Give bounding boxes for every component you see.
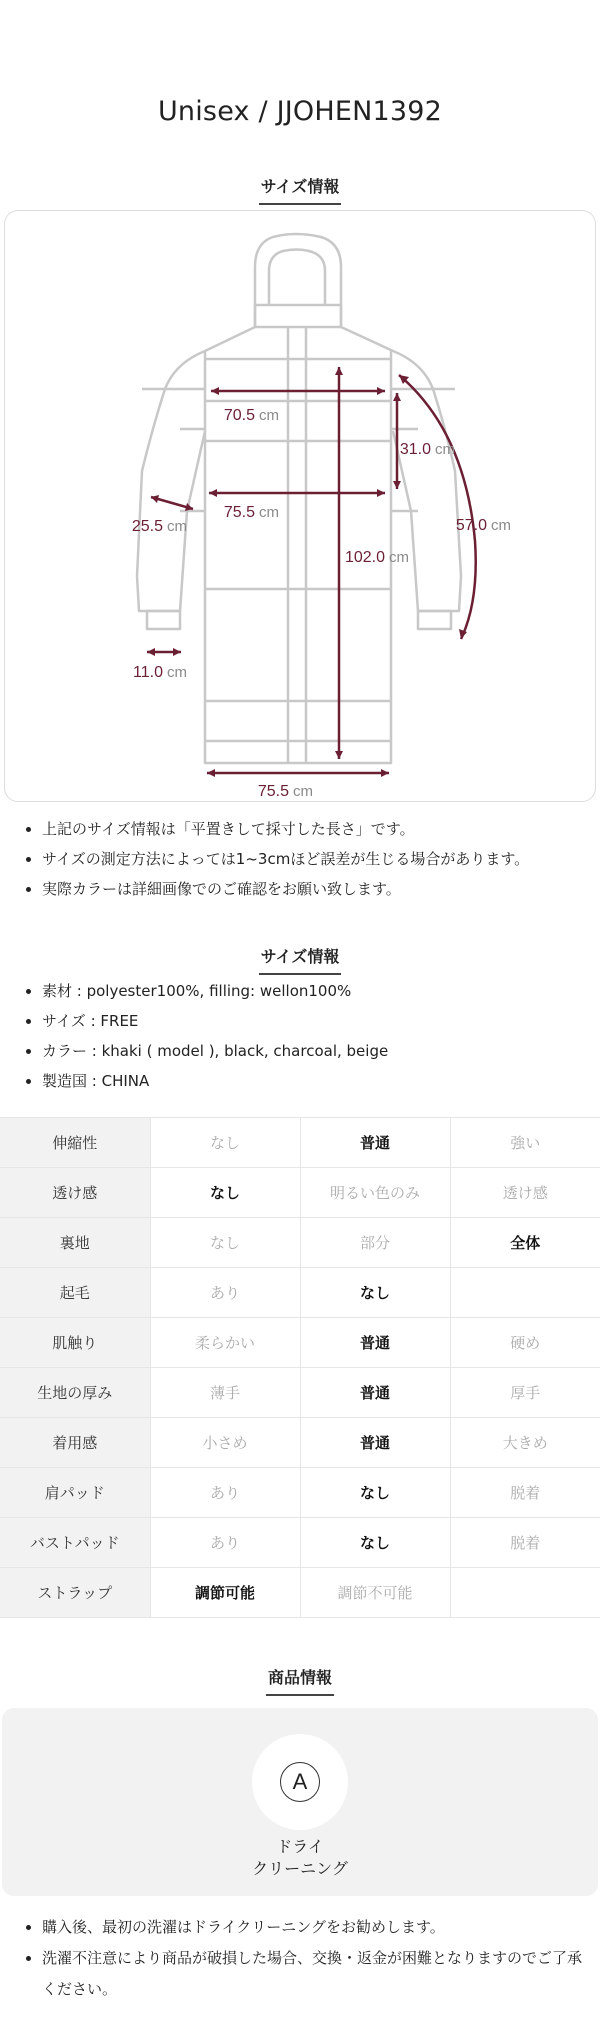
chest-unit: cm [259,504,279,521]
dry-clean-icon: A [280,1762,320,1802]
material-item: 素材 : polyester100%, filling: wellon100% [20,976,590,1006]
size-info-heading [0,174,600,205]
fabric-option: あり [150,1518,300,1568]
hem-unit: cm [293,783,313,800]
fabric-attribute-label: ストラップ [0,1568,150,1618]
product-title: Unisex / JJOHEN1392 [157,96,443,127]
fabric-option: 調節不可能 [300,1568,450,1618]
armhole-unit: cm [435,441,455,458]
fabric-option-selected: 普通 [300,1118,450,1168]
shoulder-unit: cm [259,407,279,424]
fabric-option: 明るい色のみ [300,1168,450,1218]
cuff-unit: cm [167,664,187,681]
fabric-option: なし [150,1218,300,1268]
fabric-option: 硬め [450,1318,600,1368]
fabric-option: 大きめ [450,1418,600,1468]
fabric-row [0,1368,600,1418]
fabric-attribute-label: バストパッド [0,1518,150,1568]
fabric-attribute-label: 着用感 [0,1418,150,1468]
fabric-option: 部分 [300,1218,450,1268]
fabric-attribute-label: 起毛 [0,1268,150,1318]
fabric-option: あり [150,1268,300,1318]
fabric-row [0,1468,600,1518]
fabric-attributes-table [0,1117,600,1618]
fabric-option: あり [150,1468,300,1518]
fabric-row [0,1218,600,1268]
size-note: 実際カラーは詳細画像でのご確認をお願い致します。 [20,874,590,904]
fabric-attribute-label: 透け感 [0,1168,150,1218]
fabric-option-selected: 普通 [300,1318,450,1368]
fabric-option-selected: 全体 [450,1218,600,1268]
size-note: 上記のサイズ情報は「平置きして採寸した長さ」です。 [20,814,590,844]
fabric-option: 透け感 [450,1168,600,1218]
care-icon-circle [252,1734,348,1830]
care-label-line2: クリーニング [252,1859,348,1878]
fabric-option: 薄手 [150,1368,300,1418]
fabric-attribute-label: 生地の厚み [0,1368,150,1418]
size-item: サイズ : FREE [20,1006,590,1036]
fabric-option: 脱着 [450,1518,600,1568]
origin-item: 製造国 : CHINA [20,1066,590,1096]
fabric-option-selected: なし [150,1168,300,1218]
coat-outline [137,234,461,763]
fabric-attribute-label: 伸縮性 [0,1118,150,1168]
hem-value: 75.5 [257,783,289,800]
fabric-option: なし [150,1118,300,1168]
size-diagram-card [4,210,596,802]
care-label-line1: ドライ [276,1837,324,1856]
armhole-value: 31.0 [399,441,431,458]
fabric-row [0,1518,600,1568]
fabric-option: 脱着 [450,1468,600,1518]
sleeve-width-value: 25.5 [131,518,163,535]
sleeve-unit: cm [491,517,511,534]
length-value: 102.0 [344,549,385,566]
fabric-option: 柔らかい [150,1318,300,1368]
product-info-heading [0,1665,600,1696]
fabric-option-selected: 調節可能 [150,1568,300,1618]
fabric-row [0,1118,600,1168]
fabric-option-selected: 普通 [300,1418,450,1468]
detail-info-heading [0,944,600,975]
product-info-heading-text: 商品情報 [266,1665,334,1696]
fabric-option-selected: なし [300,1268,450,1318]
care-card [2,1708,598,1896]
fabric-row [0,1318,600,1368]
fabric-attribute-label: 裏地 [0,1218,150,1268]
shoulder-value: 70.5 [223,407,255,424]
fabric-option: 小さめ [150,1418,300,1468]
fabric-option: 強い [450,1118,600,1168]
fabric-option: 厚手 [450,1368,600,1418]
care-note: 購入後、最初の洗濯はドライクリーニングをお勧めします。 [20,1912,590,1943]
fabric-option-selected: 普通 [300,1368,450,1418]
care-note: 洗濯不注意により商品が破損した場合、交換・返金が困難となりますのでご了承ください。 [20,1943,590,2005]
fabric-row [0,1268,600,1318]
fabric-option-selected: なし [300,1518,450,1568]
cuff-value: 11.0 [133,664,163,681]
detail-list [20,976,590,1096]
size-note: サイズの測定方法によっては1~3cmほど誤差が生じる場合があります。 [20,844,590,874]
care-notes-list [20,1912,590,2005]
sleeve-width-unit: cm [167,518,187,535]
fabric-option-selected: なし [300,1468,450,1518]
length-unit: cm [389,549,409,566]
fabric-row [0,1568,600,1618]
size-info-heading-text: サイズ情報 [259,174,342,205]
chest-value: 75.5 [223,504,255,521]
fabric-option [450,1568,600,1618]
fabric-attribute-label: 肌触り [0,1318,150,1368]
fabric-attribute-label: 肩パッド [0,1468,150,1518]
care-label [2,1836,598,1880]
sleeve-value: 57.0 [455,517,487,534]
fabric-row [0,1168,600,1218]
detail-info-heading-text: サイズ情報 [259,944,342,975]
size-notes-list [20,814,590,904]
fabric-row [0,1418,600,1468]
fabric-option [450,1268,600,1318]
color-item: カラー : khaki ( model ), black, charcoal, beige [20,1036,590,1066]
coat-size-diagram [5,211,597,803]
